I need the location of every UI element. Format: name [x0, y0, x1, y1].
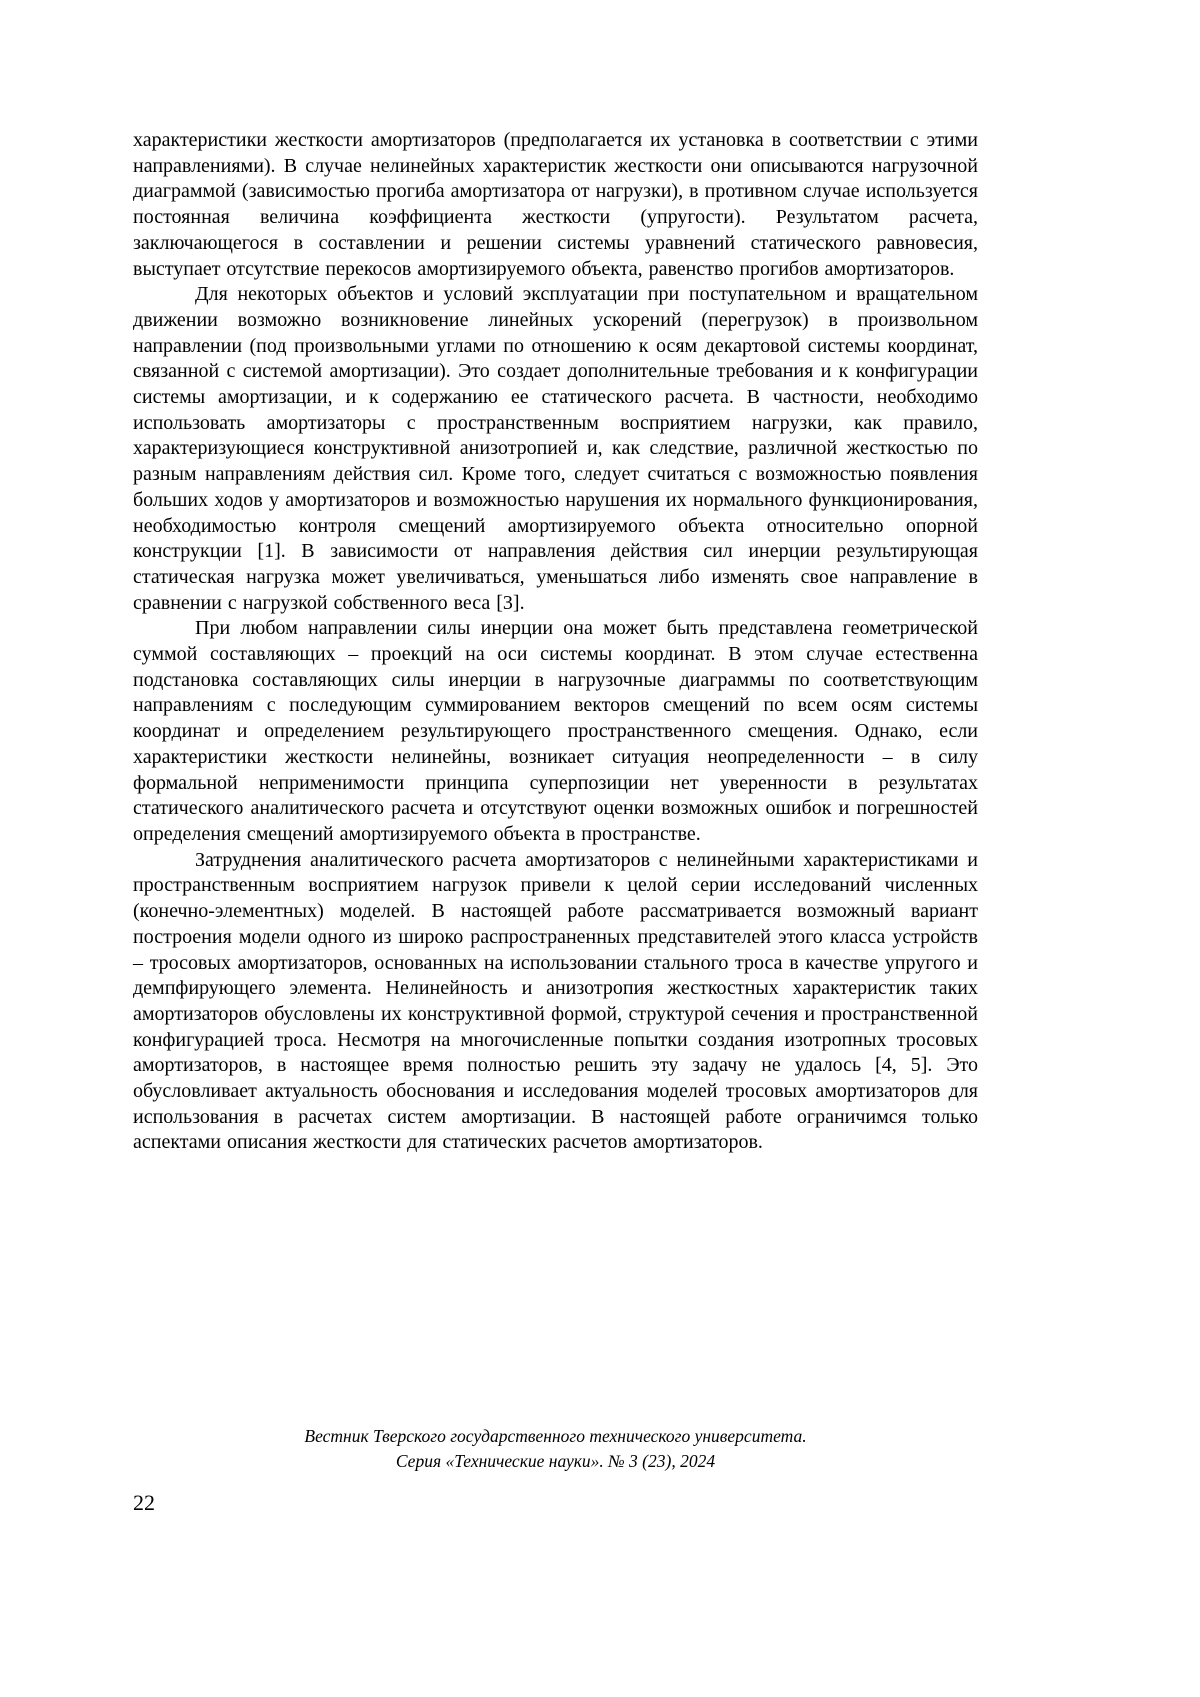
page-number: 22: [133, 1490, 155, 1515]
footer-line-1: Вестник Тверского государственного технического университета.: [304, 1426, 807, 1446]
paragraph: Для некоторых объектов и условий эксплуатации при поступательном и вращательном движении возможно возникновение линейных ускорений (перегрузок) в произвольном направлении (под произвольными углами по отношению к осям декартовой системы координат, связанной с системой амортизации). Это создает дополнительные требования и к конфигурации системы амортизации, и к содержанию ее статического расчета. В частности, необходимо использовать амортизаторы с пространственным восприятием нагрузки, как правило, характеризующиеся конструктивной анизотропией и, как следствие, различной жесткостью по разным направлениям действия сил. Кроме того, следует считаться с возможностью появления больших ходов у амортизаторов и возможностью нарушения их нормального функционирования, необходимостью контроля смещений амортизируемого объекта относительно опорной конструкции [1]. В зависимости от направления действия сил инерции результирующая статическая нагрузка может увеличиваться, уменьшаться либо изменять свое направление в сравнении с нагрузкой собственного веса [3].: [133, 283, 978, 614]
footer-line-2: Серия «Технические науки». № 3 (23), 2024: [395, 1451, 716, 1471]
paragraph: Затруднения аналитического расчета амортизаторов с нелинейными характеристиками и пространственным восприятием нагрузок привели к целой серии исследований численных (конечно-элементных) моделей. В настоящей работе рассматривается возможный вариант построения модели одного из широко распространенных представителей этого класса устройств – тросовых амортизаторов, основанных на использовании стального троса в качестве упругого и демпфирующего элемента. Нелинейность и анизотропия жесткостных характеристик таких амортизаторов обусловлены их конструктивной формой, структурой сечения и пространственной конфигурацией троса. Несмотря на многочисленные попытки создания изотропных тросовых амортизаторов, в настоящее время полностью решить эту задачу не удалось [4, 5]. Это обусловливает актуальность обоснования и исследования моделей тросовых амортизаторов для использования в расчетах систем амортизации. В настоящей работе ограничимся только аспектами описания жесткости для статических расчетов амортизаторов.: [133, 848, 978, 1154]
journal-footer: [133, 1424, 978, 1474]
paragraph: При любом направлении силы инерции она может быть представлена геометрической суммой составляющих – проекций на оси системы координат. В этом случае естественна подстановка составляющих силы инерции в нагрузочные диаграммы по соответствующим направлениям с последующим суммированием векторов смещений по всем осям системы координат и определением результирующего пространственного смещения. Однако, если характеристики жесткости нелинейны, возникает ситуация неопределенности – в силу формальной неприменимости принципа суперпозиции нет уверенности в результатах статического аналитического расчета и отсутствуют оценки возможных ошибок и погрешностей определения смещений амортизируемого объекта в пространстве.: [133, 617, 978, 845]
paragraph: характеристики жесткости амортизаторов (предполагается их установка в соответствии с этими направлениями). В случае нелинейных характеристик жесткости они описываются нагрузочной диаграммой (зависимостью прогиба амортизатора от нагрузки), в противном случае используется постоянная величина коэффициента жесткости (упругости). Результатом расчета, заключающегося в составлении и решении системы уравнений статического равновесия, выступает отсутствие перекосов амортизируемого объекта, равенство прогибов амортизаторов.: [133, 129, 978, 280]
article-body: [133, 128, 978, 1156]
